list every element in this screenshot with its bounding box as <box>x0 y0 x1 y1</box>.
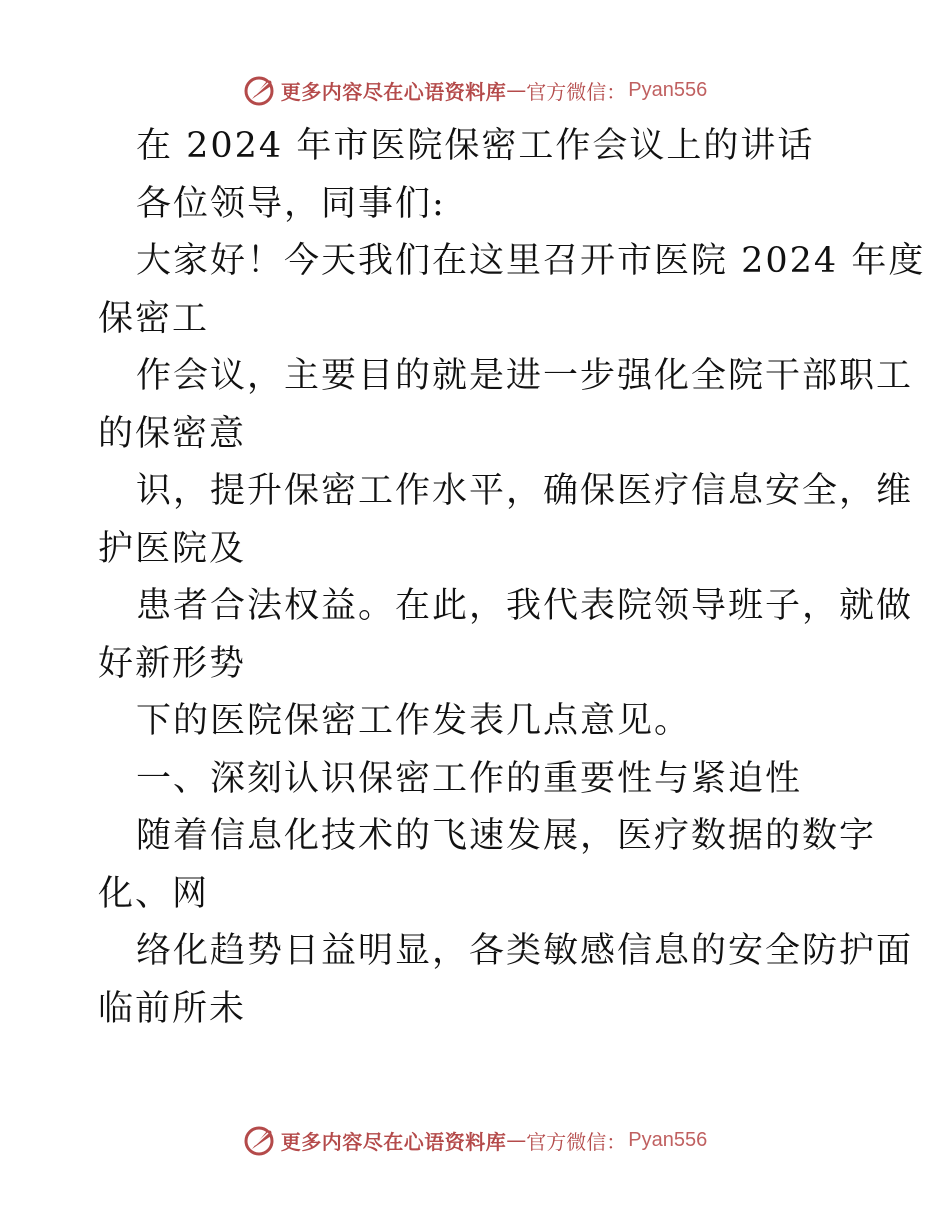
paragraph-line: 好新形势 <box>98 643 247 684</box>
feather-logo-icon <box>243 1123 277 1157</box>
watermark-site-text: 更多内容尽在心语资料库 <box>280 1129 507 1154</box>
paragraph-line: 患者合法权益。在此，我代表院领导班子，就做 <box>136 586 914 626</box>
watermark-wechat-label: 官方微信： <box>526 79 627 104</box>
watermark-dash: — <box>506 78 527 102</box>
paragraph-line: 络化趋势日益明显，各类敏感信息的安全防护面 <box>136 931 914 971</box>
salutation: 各位领导，同事们: <box>136 183 446 224</box>
watermark-wechat-label: 官方微信： <box>526 1129 627 1154</box>
watermark-banner-top <box>0 68 950 112</box>
paragraph-line: 大家好！今天我们在这里召开市医院 2024 年度 <box>136 241 926 281</box>
paragraph-line: 化、网 <box>98 873 210 914</box>
paragraph-line: 作会议，主要目的就是进一步强化全院干部职工 <box>136 356 914 396</box>
document-body <box>98 118 926 1038</box>
paragraph-line: 识，提升保密工作水平，确保医疗信息安全，维 <box>136 471 914 511</box>
section-heading: 一、深刻认识保密工作的重要性与紧迫性 <box>136 758 803 799</box>
feather-logo-icon <box>243 73 277 107</box>
watermark-wechat-id: Pyan556 <box>628 1128 708 1151</box>
paragraph-line: 的保密意 <box>98 413 247 454</box>
paragraph-line: 下的医院保密工作发表几点意见。 <box>136 701 692 741</box>
watermark-banner-bottom <box>0 1118 950 1162</box>
paragraph-line: 随着信息化技术的飞速发展，医疗数据的数字 <box>136 816 877 856</box>
watermark-dash: — <box>506 1128 527 1152</box>
watermark-site-text: 更多内容尽在心语资料库 <box>280 79 507 104</box>
paragraph-line: 护医院及 <box>98 528 247 569</box>
watermark-wechat-id: Pyan556 <box>628 78 708 101</box>
document-title: 在 2024 年市医院保密工作会议上的讲话 <box>136 126 815 166</box>
paragraph-line: 保密工 <box>98 298 210 339</box>
paragraph-line: 临前所未 <box>98 988 247 1029</box>
